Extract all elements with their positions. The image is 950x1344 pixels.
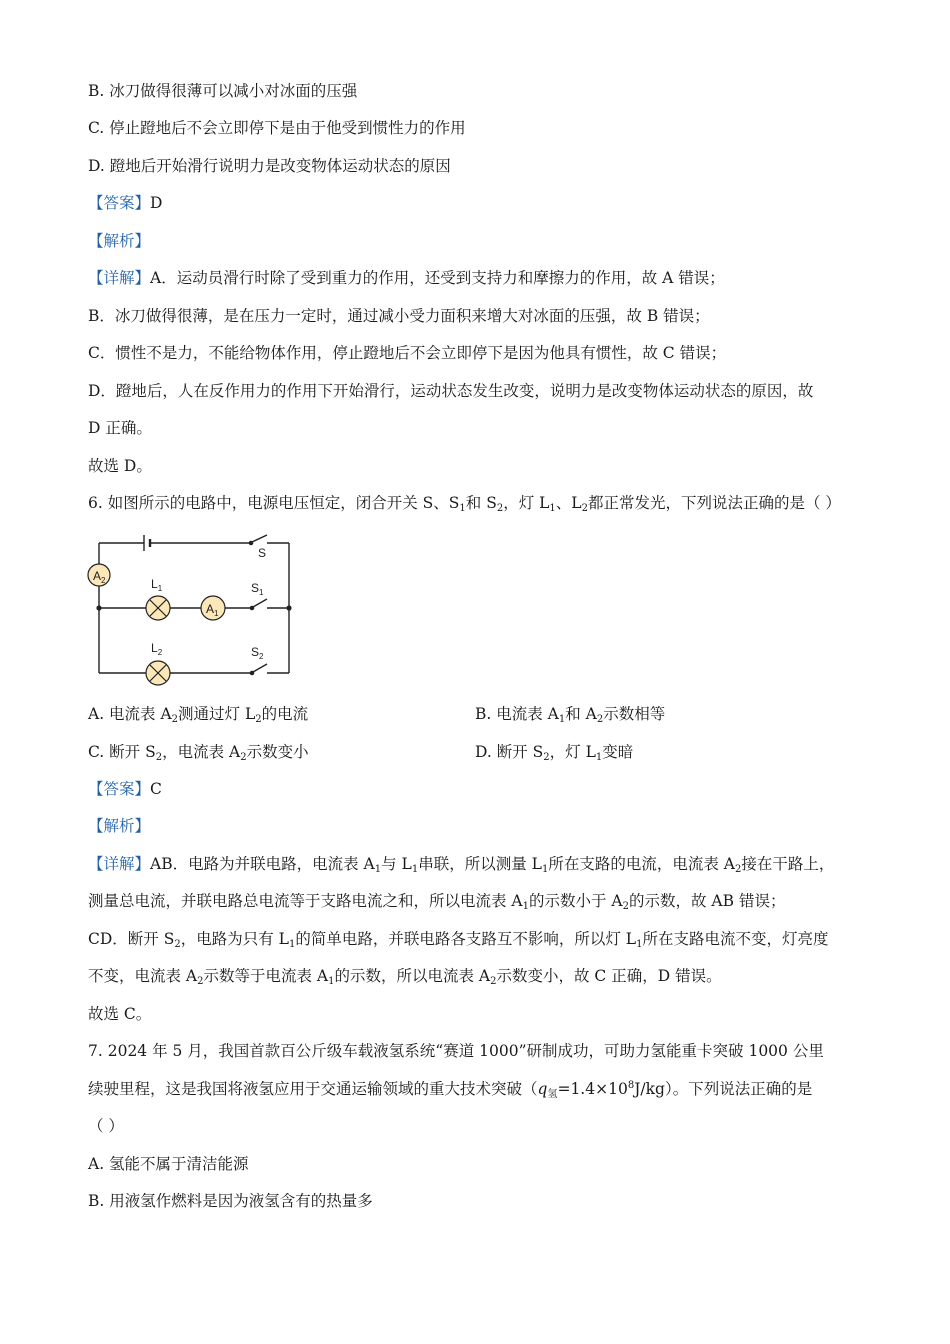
q5-answer [88,192,162,214]
ammeter-a1 [201,596,225,620]
q6-option-d: D. 断开 $S_2$，灯 $L_1$变暗 [475,743,634,763]
q6-answer [88,778,162,800]
switch-s [252,535,267,542]
q5-option-d: D. 蹬地后开始滑行说明力是改变物体运动状态的原因 [88,157,451,175]
detail-label: 【详解】 [88,269,151,287]
switch-s2 [253,664,267,672]
lamp-l2 [146,641,170,685]
q7-option-b: B. 用液氢作燃料是因为液氢含有的热量多 [88,1192,373,1210]
q6-analysis-label: 【解析】 [88,817,151,835]
answer-value: C [150,780,162,798]
switch-s-label: S [258,546,267,560]
answer-label: 【答案】 [88,194,151,212]
q6-detail-4: 不变，电流表 $A_2$示数等于电流表 $A_1$的示数，所以电流表 $A_2$示数变小，故 C 正确，D 错误。 [88,967,722,987]
svg-text:L2: $L_2$ [151,641,163,657]
q5-analysis-label: 【解析】 [88,232,151,250]
answer-label: 【答案】 [88,780,151,798]
lamp-l1 [146,577,170,620]
q7-stem-line1: 7. 2024 年 5 月，我国首款百公斤级车载液氢系统“赛道 1000”研制成功，可助力氢能重卡突破 1000 公里 [88,1042,824,1060]
q5-option-c: C. 停止蹬地后不会立即停下是由于他受到惯性力的作用 [88,119,466,137]
switch-s1 [253,599,267,607]
circuit-diagram [84,528,304,688]
svg-text:A2: $A_2$ [93,569,106,585]
q6-stem: 6. 如图所示的电路中，电源电压恒定，闭合开关 S、$S_1$和 $S_2$，灯 $L_1$、$L_2$都正常发光，下列说法正确的是（ ） [88,494,841,514]
switch-s2-label: $S_2$ [251,645,264,661]
q6-option-c: C. 断开 $S_2$，电流表 $A_2$示数变小 [88,743,309,763]
ammeter-a2 [88,564,110,586]
q5-detail-d1: D．蹬地后，人在反作用力的作用下开始滑行，运动状态发生改变，说明力是改变物体运动状态的原因，故 [88,382,814,400]
q7-option-a: A. 氢能不属于清洁能源 [88,1155,249,1173]
q5-detail-a [88,267,725,289]
q6-option-a: A. 电流表 $A_2$测通过灯 $L_2$的电流 [88,705,309,725]
svg-text:A1: $A_1$ [206,602,219,618]
q5-detail-b: B．冰刀做得很薄，是在压力一定时，通过减小受力面积来增大对冰面的压强，故 B 错误； [88,307,710,325]
q6-detail-3: CD．断开 $S_2$，电路为只有 $L_1$的简单电路，并联电路各支路互不影响，所以灯 $L_1$所在支路电流不变，灯亮度 [88,930,829,950]
q6-conclusion: 故选 C。 [88,1005,152,1023]
q5-conclusion: 故选 D。 [88,457,152,475]
answer-value: D [150,194,163,212]
q7-stem-line2: 续驶里程，这是我国将液氢应用于交通运输领域的重大技术突破$(q_氢=1.4\times 10^8J/kg)$。下列说法正确的是 [88,1080,813,1100]
q5-option-b: B. 冰刀做得很薄可以减小对冰面的压强 [88,82,358,100]
q7-stem-line3: （ ） [88,1117,124,1135]
q6-detail-1: 【详解】AB．电路为并联电路，电流表 $A_1$与 $L_1$串联，所以测量 $L_1$所在支路的电流，电流表 $A_2$接在干路上， [88,855,835,875]
detail-text: A．运动员滑行时除了受到重力的作用，还受到支持力和摩擦力的作用，故 A 错误； [150,269,725,287]
q6-detail-2: 测量总电流，并联电路总电流等于支路电流之和，所以电流表 $A_1$的示数小于 $A_2$的示数，故 AB 错误； [88,892,786,912]
q5-detail-c: C．惯性不是力，不能给物体作用，停止蹬地后不会立即停下是因为他具有惯性，故 C 错误； [88,344,727,362]
switch-s1-label: $S_1$ [251,581,264,597]
svg-text:L1: $L_1$ [151,577,163,593]
q6-option-b: B. 电流表 $A_1$和 $A_2$示数相等 [475,705,666,725]
q5-detail-d2: D 正确。 [88,419,152,437]
